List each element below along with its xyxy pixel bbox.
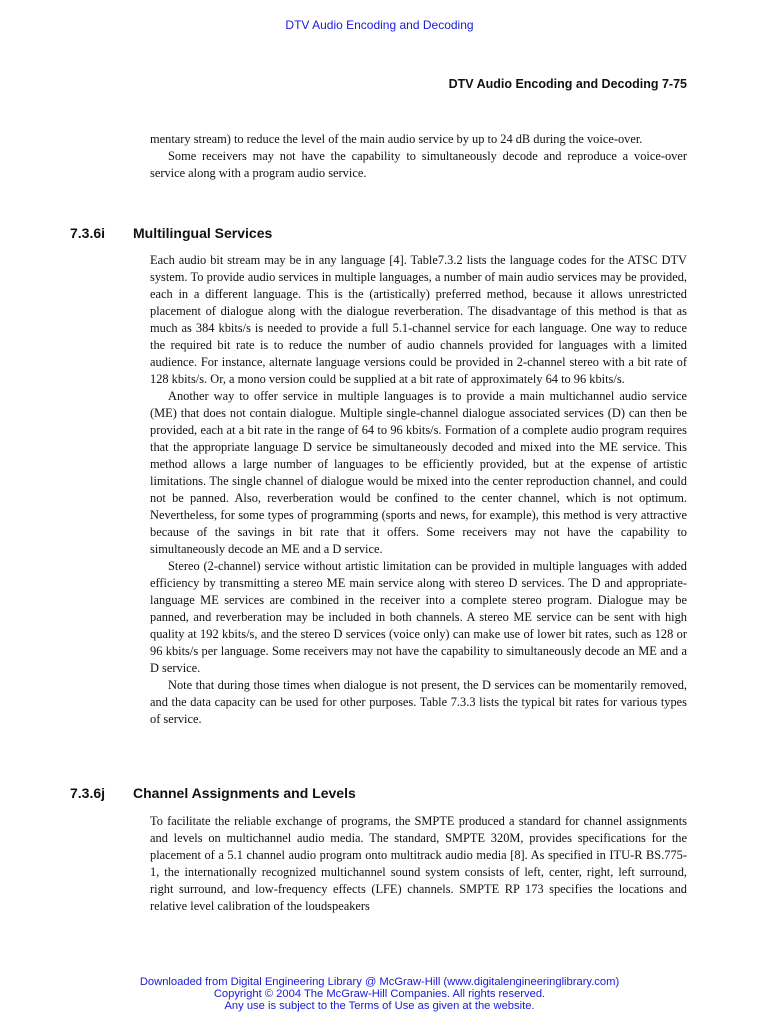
intro-text (150, 131, 687, 182)
section-body-channel-assignments (150, 813, 687, 915)
section-title: Multilingual Services (133, 225, 273, 241)
section-number: 7.3.6i (70, 225, 106, 241)
top-link[interactable]: DTV Audio Encoding and Decoding (285, 18, 474, 32)
paragraph: Each audio bit stream may be in any language [4]. Table7.3.2 lists the language codes for the ATSC DTV system. To provide audio services in multiple languages, a number of main audio services may be provided, each in a different language. This is the (artistically) preferred method, because it allows unrestricted placement of dialogue along with the dialogue reverberation. The disadvantage of this method is that as much as 384 kbits/s is needed to provide a full 5.1-channel service for each language. One way to reduce the required bit rate is to reduce the number of audio channels provided for languages with a limited audience. For instance, alternate language versions could be provided in 2-channel stereo with a bit rate of 128 kbits/s. Or, a mono version could be supplied at a bit rate of approximately 64 to 96 kbits/s. (150, 253, 687, 386)
section-title: Channel Assignments and Levels (133, 785, 356, 801)
section-body-multilingual (150, 252, 687, 728)
paragraph: Some receivers may not have the capability to simultaneously decode and reproduce a voice-over service along with a program audio service. (150, 149, 687, 180)
section-number: 7.3.6j (70, 785, 106, 801)
footer-copyright: Copyright © 2004 The McGraw-Hill Companies. All rights reserved. (213, 988, 546, 1000)
footer (0, 976, 759, 1012)
paragraph: To facilitate the reliable exchange of programs, the SMPTE produced a standard for channel assignments and levels on multichannel audio media. The standard, SMPTE 320M, provides specifications for the placement of a 5.1 channel audio program onto multitrack audio media [8]. As specified in ITU-R BS.775-1, the internationally recognized multichannel sound system consists of left, center, right, left surround, right surround, and low-frequency effects (LFE) channels. SMPTE RP 173 specifies the locations and relative level calibration of the loudspeakers (150, 814, 687, 913)
paragraph: Another way to offer service in multiple languages is to provide a main multichannel audio service (ME) that does not contain dialogue. Multiple single-channel dialogue associated services (D) can then be provided, each at a bit rate in the range of 64 to 96 kbits/s. Formation of a complete audio program requires that the appropriate language D service be simultaneously decoded and mixed into the ME service. This method allows a large number of languages to be efficiently provided, but at the expense of artistic limitations. The single channel of dialogue would be mixed into the center reproduction channel, and could not be panned. Also, reverberation would be confined to the center channel, which is not optimum. Nevertheless, for some types of programming (sports and news, for example), this method is very attractive because of the savings in bit rate that it offers. Some receivers may not have the capability to simultaneously decode an ME and a D service. (150, 389, 687, 556)
running-head: DTV Audio Encoding and Decoding 7-75 (448, 77, 687, 91)
paragraph: mentary stream) to reduce the level of the main audio service by up to 24 dB during the voice-over. (150, 132, 643, 146)
footer-download-link[interactable]: Downloaded from Digital Engineering Library @ McGraw-Hill (www.digitalengineeringlibrary.com) (139, 976, 620, 988)
footer-terms-link[interactable]: Any use is subject to the Terms of Use as given at the website. (224, 1000, 535, 1012)
paragraph: Stereo (2-channel) service without artistic limitation can be provided in multiple languages with added efficiency by transmitting a stereo ME main service along with stereo D services. The D and appropriate-language ME services are combined in the receiver into a complete stereo program. Dialogue may be panned, and reverberation may be included in both channels. A stereo ME service can be sent with high quality at 192 kbits/s, and the stereo D services (voice only) can make use of lower bit rates, such as 128 or 96 kbits/s per language. Some receivers may not have the capability to simultaneously decode an ME and a D service. (150, 559, 687, 675)
paragraph: Note that during those times when dialogue is not present, the D services can be momentarily removed, and the data capacity can be used for other purposes. Table 7.3.3 lists the typical bit rates for various types of service. (150, 678, 687, 726)
